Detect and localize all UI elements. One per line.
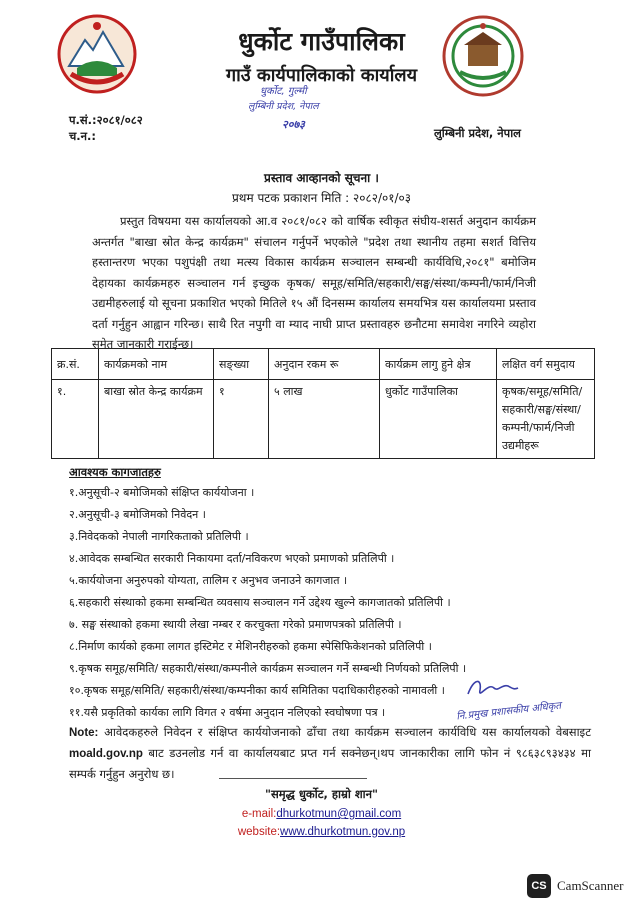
list-item: ३.निवेदकको नेपाली नागरिकताको प्रतिलिपी । xyxy=(69,530,249,543)
reference-number: प.सं.:२०८१/०८२ xyxy=(69,113,143,127)
email-link[interactable]: dhurkotmun@gmail.com xyxy=(276,808,402,820)
signatory-title: नि.प्रमुख प्रशासकीय अधिकृत xyxy=(455,700,562,723)
note-text: आवेदकहरुले निवेदन र संक्षिप्त कार्ययोजनाको ढाँचा तथा कार्यक्रम सञ्चालन कार्यविधि यस कार्यालयको वेबसाइट xyxy=(98,725,591,739)
column-header: कार्यक्रम लागु हुने क्षेत्र xyxy=(380,349,497,380)
table-header-row xyxy=(52,349,595,380)
stamp-line: २०७३ xyxy=(282,118,305,131)
signature xyxy=(464,676,520,702)
list-item: ९.कृषक समूह/समिति/ सहकारी/संस्था/कम्पनीले कार्यक्रम सञ्चालन गर्ने सम्बन्धी निर्णयको प्रतिलिपी । xyxy=(69,662,467,675)
table-cell: १ xyxy=(214,380,269,459)
list-item: ७. सङ्घ संस्थाको हकमा स्थायी लेखा नम्बर र करचुक्ता गरेको प्रमाणपत्रको प्रतिलिपी । xyxy=(69,618,402,631)
footer-website xyxy=(150,826,493,838)
publish-date: प्रथम पटक प्रकाशन मिति : २०८२/०१/०३ xyxy=(231,191,412,205)
office-name: गाउँ कार्यपालिकाको कार्यालय xyxy=(225,65,418,86)
list-item: ४.आवेदक सम्बन्धित सरकारी निकायमा दर्ता/नविकरण भएको प्रमाणको प्रतिलिपी । xyxy=(69,552,395,565)
notice-body: प्रस्तुत विषयमा यस कार्यालयको आ.व २०८१/०८२ को वार्षिक स्वीकृत संघीय-शसर्त अनुदान कार्यक्रम अन्तर्गत "बाखा स्रोत केन्द्र कार्यक्रम" संचालन गर्नुपर्ने भएकोले "प्रदेश तथा स्थानीय तहमा सशर्त वित्तिय हस्तान्तरण भएका पशुपंक्षी तथा मत्स्य विकास कार्यक्रम सञ्चालन सम्बन्धी कार्यविधि,२०८१" बमोजिम देहायका कार्यक्रमहरु सञ्चालन गर्न इच्छुक कृषक/ समूह/समिति/सहकारी/सङ्घ/संस्था/कम्पनी/फार्म/निजी उद्यमीहरुलाई यो सूचना प्रकाशित भएको मितिले १५ औं दिनसम्म कार्यालय समयभित्र यस कार्यालयमा प्रस्ताव दर्ता गर्नुहुन आह्वान गरिन्छ। साथै रित नपुगी वा म्याद नाघी प्राप्त प्रस्तावहरु छनौटमा समावेश नगरिने व्यहोरा समेत जानकारी गराईन्छ। xyxy=(92,214,536,351)
stamp-line: धुर्कोट, गुल्मी xyxy=(260,86,307,97)
column-header: सङ्ख्या xyxy=(214,349,269,380)
website-label: website: xyxy=(237,826,281,838)
notice-title: प्रस्ताव आव्हानको सूचना । xyxy=(264,171,379,185)
footer-email xyxy=(150,808,493,820)
footer-divider xyxy=(219,778,367,779)
table-cell: कृषक/समूह/समिति/सहकारी/सङ्घ/संस्था/कम्पनी/फार्म/निजी उद्यमीहरू xyxy=(497,380,595,459)
municipality-name: धुर्कोट गाउँपालिका xyxy=(238,27,405,56)
list-item: १.अनुसूची-२ बमोजिमको संक्षिप्त कार्ययोजना । xyxy=(69,486,255,499)
list-item: ५.कार्ययोजना अनुरुपको योग्यता, तालिम र अनुभव जनाउने कागजात । xyxy=(69,574,348,587)
column-header: कार्यक्रमको नाम xyxy=(99,349,214,380)
note-text: बाट डउनलोड गर्न वा कार्यालयबाट प्रप्त गर्न सक्नेछन्।थप जानकारीका लागि फोन नं ९८६३८९३४३४ मा सम्पर्क गर्नुहुन अनुरोध छ। xyxy=(69,746,591,781)
camscanner-icon: CS xyxy=(527,874,551,898)
list-item: ११.यसै प्रकृतिको कार्यका लागि विगत २ वर्षमा अनुदान नलिएको स्वघोषणा पत्र । xyxy=(69,706,386,719)
office-stamp xyxy=(238,83,354,139)
list-item: ८.निर्माण कार्यको हकमा लागत इस्टिमेट र मेशिनरीहरुको हकमा स्पेसिफिकेशनको प्रतिलिपी । xyxy=(69,640,432,653)
table-cell: १. xyxy=(52,380,99,459)
table-cell: ५ लाख xyxy=(269,380,380,459)
stamp-line: लुम्बिनी प्रदेश, नेपाल xyxy=(248,101,319,112)
note-label: Note: xyxy=(69,727,99,739)
column-header: क्र.सं. xyxy=(52,349,99,380)
note-paragraph xyxy=(69,722,591,784)
table-cell: बाखा स्रोत केन्द्र कार्यक्रम xyxy=(99,380,214,459)
table-cell: धुर्कोट गाउँपालिका xyxy=(380,380,497,459)
camscanner-label: CamScanner xyxy=(557,878,624,893)
footer-slogan: "समृद्ध धुर्कोट, हाम्रो शान" xyxy=(264,787,378,801)
list-item: २.अनुसूची-३ बमोजिमको निवेदन । xyxy=(69,508,206,521)
camscanner-watermark xyxy=(527,874,623,898)
table-row xyxy=(52,380,595,459)
province-name: लुम्बिनी प्रदेश, नेपाल xyxy=(434,126,521,140)
dispatch-number: च.न.: xyxy=(69,129,97,143)
list-item: ६.सहकारी संस्थाको हकमा सम्बन्धित व्यवसाय सञ्चालन गर्ने उद्देश्य खुल्ने कागजातको प्रतिलिपी । xyxy=(69,596,451,609)
nepal-emblem-logo xyxy=(57,14,137,94)
email-label: e-mail: xyxy=(241,808,277,820)
column-header: लक्षित वर्ग समुदाय xyxy=(497,349,595,380)
website-link[interactable]: www.dhurkotmun.gov.np xyxy=(280,826,406,838)
column-header: अनुदान रकम रू xyxy=(269,349,380,380)
requirements-heading: आवश्यक कागजातहरु xyxy=(69,465,161,479)
note-website: moald.gov.np xyxy=(69,748,143,760)
list-item: १०.कृषक समूह/समिति/ सहकारी/संस्था/कम्पनीका कार्य समितिका पदाधिकारीहरुको नामावली । xyxy=(69,684,445,697)
program-table xyxy=(51,348,595,459)
